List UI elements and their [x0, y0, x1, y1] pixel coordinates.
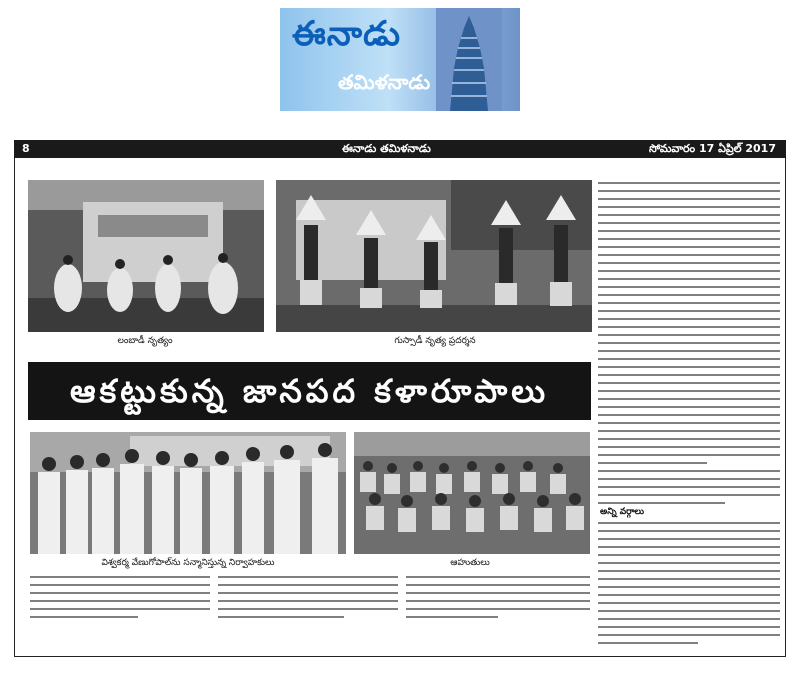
photo-lambadi-dance [28, 180, 264, 332]
page-folio-bar [14, 140, 786, 158]
issue-date: సోమవారం 17 ఏప్రిల్ 2017 [649, 142, 776, 155]
newspaper-logo [280, 8, 520, 111]
article-column-right-lower [598, 470, 780, 510]
page-number: 8 [22, 142, 30, 155]
photo-caption: విశ్వకర్మ వేణుగోపాల్‌ను సన్మానిస్తున్న నిర్వాహకులు [101, 558, 275, 568]
photo-caption: లంబాడీ నృత్యం [117, 336, 173, 346]
photo-caption: ఆహుతులు [450, 558, 490, 568]
article-column-1 [30, 576, 210, 624]
article-column-3 [406, 576, 590, 624]
logo-edition: తమిళనాడు [338, 70, 431, 94]
logo-wordmark: ఈనాడు [292, 14, 402, 54]
photo-caption: గుస్సాడీ నృత్య ప్రదర్శన [394, 336, 476, 346]
article-column-right [598, 182, 780, 470]
article-headline: ఆకట్టుకున్న జానపద కళారూపాలు [28, 362, 591, 420]
temple-tower-icon [436, 8, 502, 111]
article-column-2 [218, 576, 398, 624]
paper-name: ఈనాడు తమిళనాడు [342, 142, 431, 155]
article-column-right-bottom [598, 522, 780, 650]
photo-gussadi-dance [276, 180, 592, 332]
article-subhead: అన్ని వర్గాలు [600, 507, 645, 517]
photo-felicitation [30, 432, 346, 554]
photo-audience [354, 432, 590, 554]
